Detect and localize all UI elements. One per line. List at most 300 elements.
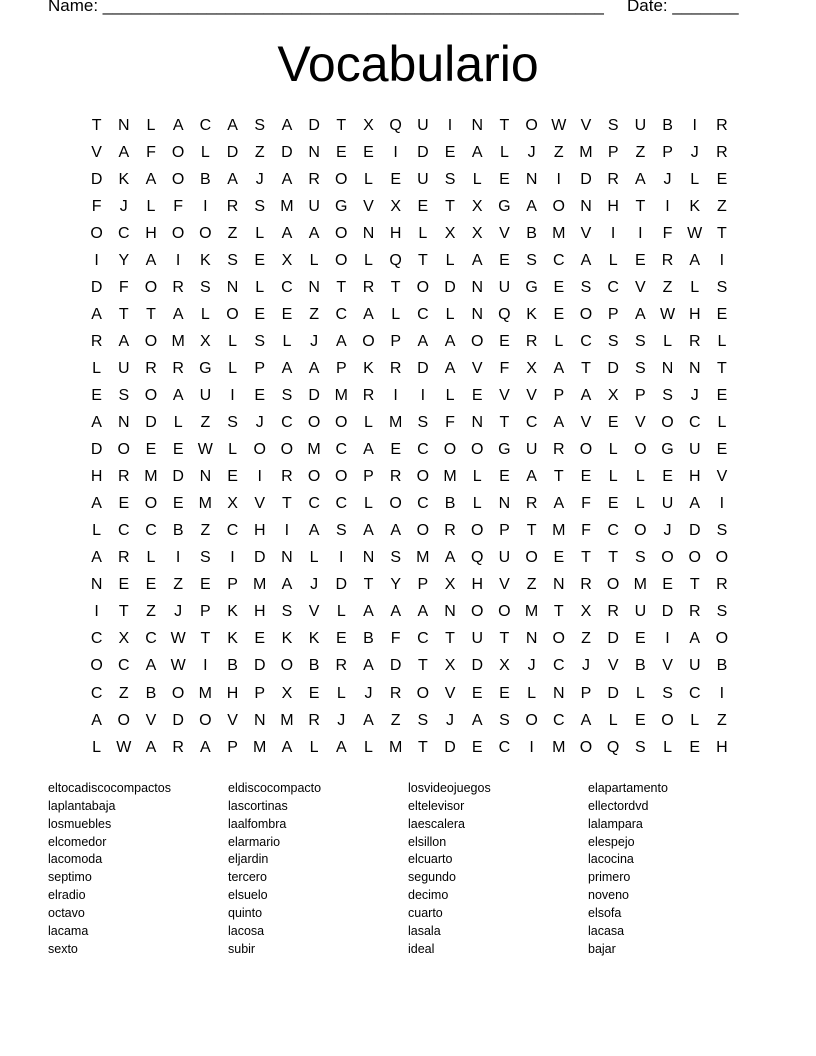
word-list-item: elespejo [588,834,635,849]
grid-letter: S [635,549,646,567]
grid-letter: O [525,711,538,729]
grid-letter: O [226,305,239,323]
grid-letter: L [173,414,183,432]
grid-letter: R [716,143,728,161]
grid-letter: S [390,549,401,567]
grid-letter: J [663,170,672,188]
grid-letter: U [498,278,511,296]
grid-letter: N [553,684,565,702]
grid-letter: X [607,386,619,404]
grid-letter: T [417,738,428,756]
grid-letter: O [280,441,294,459]
grid-letter: L [554,332,564,350]
grid-letter: O [171,684,185,702]
grid-letter: X [526,359,537,377]
grid-letter: O [443,441,457,459]
grid-letter: U [634,116,647,134]
grid-letter: O [199,711,212,729]
word-list-item: elarmario [228,834,281,849]
grid-letter: M [280,197,294,215]
grid-letter: G [199,359,212,377]
grid-letter: A [444,359,456,377]
grid-letter: B [635,657,646,675]
grid-letter: P [553,386,565,404]
grid-letter: C [145,630,157,648]
grid-letter: A [471,711,483,729]
grid-letter: T [146,305,156,323]
grid-letter: A [91,305,102,323]
grid-letter: C [607,522,619,540]
grid-letter: T [581,549,591,567]
grid-letter: O [335,414,348,432]
grid-letter: K [200,251,211,269]
word-list [48,780,768,958]
grid-letter: C [553,251,565,269]
grid-letter: R [716,576,728,594]
grid-letter: L [635,495,645,513]
grid-letter: P [227,576,238,594]
grid-letter: G [335,197,348,215]
grid-letter: C [607,278,619,296]
grid-letter: M [171,332,185,350]
word-list-item: lalampara [588,816,643,831]
word-list-item: segundo [408,870,456,885]
grid-letter: N [525,170,538,188]
grid-letter: V [444,684,456,702]
grid-letter: D [226,143,239,161]
grid-letter: L [364,738,373,756]
word-list-item: losmuebles [48,816,112,831]
grid-letter: L [309,251,319,269]
grid-letter: O [634,441,647,459]
grid-letter: E [553,305,565,323]
grid-letter: H [389,224,402,242]
grid-letter: L [527,684,537,702]
grid-letter: M [443,468,457,486]
grid-letter: X [363,116,374,134]
grid-letter: R [607,603,619,621]
grid-letter: L [608,441,618,459]
grid-letter: J [446,711,455,729]
grid-letter: M [524,603,539,621]
word-list-item: elradio [48,888,86,903]
grid-letter: J [690,143,699,161]
grid-letter: E [145,576,157,594]
word-list-item: septimo [48,870,92,885]
grid-letter: P [417,576,429,594]
word-search-grid [83,112,736,761]
grid-letter: I [393,386,398,404]
grid-letter: L [200,305,210,323]
grid-letter: M [253,738,267,756]
grid-letter: O [416,278,430,296]
grid-letter: B [444,495,456,513]
grid-letter: J [364,684,373,702]
grid-letter: F [173,197,184,215]
grid-letter: A [91,414,102,432]
grid-letter: O [552,197,565,215]
grid-letter: E [417,197,429,215]
grid-letter: P [662,143,673,161]
grid-letter: F [499,359,510,377]
grid-letter: B [200,170,211,188]
grid-letter: O [171,170,185,188]
grid-letter: A [118,143,130,161]
grid-letter: S [716,522,728,540]
grid-letter: T [635,197,646,215]
grid-letter: O [90,657,103,675]
grid-letter: R [580,576,592,594]
grid-letter: Q [606,738,620,756]
grid-letter: A [308,522,320,540]
grid-letter: N [118,414,130,432]
grid-letter: X [200,332,211,350]
grid-letter: C [226,522,239,540]
grid-letter: R [553,441,565,459]
grid-letter: V [607,657,619,675]
grid-letter: V [580,414,592,432]
grid-letter: Z [146,603,156,621]
grid-letter: Z [553,143,564,161]
grid-letter: A [526,197,537,215]
grid-letter: P [200,603,211,621]
grid-letter: E [390,441,401,459]
grid-letter: V [635,278,646,296]
grid-letter: E [390,170,401,188]
grid-letter: Z [635,143,646,161]
grid-letter: N [362,224,375,242]
grid-letter: Z [173,576,184,594]
word-list-item: eljardin [228,852,269,867]
grid-letter: T [390,278,401,296]
grid-letter: N [118,116,130,134]
grid-letter: C [553,657,565,675]
grid-letter: O [117,441,130,459]
grid-letter: R [118,468,130,486]
grid-letter: O [416,522,430,540]
grid-letter: Z [662,278,673,296]
grid-letter: T [445,197,455,215]
grid-letter: K [308,630,320,648]
grid-letter: S [635,359,646,377]
grid-letter: C [417,495,429,513]
grid-letter: T [526,522,537,540]
grid-letter: C [498,738,511,756]
grid-letter: U [471,630,483,648]
grid-letter: E [172,495,184,513]
grid-letter: E [635,630,646,648]
grid-letter: M [552,738,566,756]
grid-letter: Q [498,305,511,323]
grid-letter: N [199,468,212,486]
word-list-item: octavo [48,905,85,920]
grid-letter: W [687,224,703,242]
grid-letter: D [471,657,483,675]
grid-letter: L [445,305,455,323]
grid-letter: M [416,549,430,567]
grid-letter: M [307,441,321,459]
word-list-item: elcomedor [48,834,107,849]
grid-letter: L [690,711,700,729]
grid-letter: O [470,522,484,540]
grid-letter: C [90,684,103,702]
grid-letter: O [280,657,294,675]
grid-letter: Y [390,576,401,594]
grid-letter: T [689,576,700,594]
grid-letter: E [499,684,510,702]
grid-letter: I [665,630,670,648]
page-title: Vocabulario [277,36,539,92]
grid-letter: T [118,305,129,323]
grid-letter: P [607,143,619,161]
grid-letter: U [661,495,674,513]
word-list-item: lasala [408,923,441,938]
grid-letter: V [363,197,374,215]
grid-letter: A [363,305,374,323]
grid-letter: P [227,738,238,756]
grid-letter: V [499,576,510,594]
grid-letter: L [364,414,373,432]
grid-letter: S [580,278,592,296]
grid-letter: C [417,630,429,648]
grid-letter: G [498,197,511,215]
grid-letter: J [255,170,264,188]
grid-letter: O [661,414,674,432]
grid-letter: A [580,386,592,404]
grid-letter: O [253,441,266,459]
grid-letter: R [362,386,375,404]
grid-letter: R [661,251,674,269]
grid-letter: U [688,441,701,459]
word-list-item: laescalera [408,816,465,831]
grid-letter: A [689,251,701,269]
grid-letter: T [499,414,510,432]
grid-letter: A [281,359,293,377]
word-list-item: lacomoda [48,852,103,867]
grid-letter: E [689,738,701,756]
grid-letter: P [580,684,592,702]
grid-letter: L [717,332,727,350]
grid-letter: S [200,549,211,567]
grid-letter: L [255,224,265,242]
grid-letter: I [665,197,670,215]
grid-letter: O [335,224,348,242]
grid-letter: Y [118,251,130,269]
grid-letter: A [118,332,130,350]
grid-letter: D [172,711,184,729]
grid-letter: W [170,630,186,648]
grid-letter: T [282,495,292,513]
grid-letter: L [364,170,373,188]
grid-letter: T [445,630,455,648]
grid-letter: D [661,603,674,621]
grid-letter: R [362,278,375,296]
grid-letter: U [417,170,429,188]
grid-letter: N [471,116,483,134]
grid-letter: O [552,630,565,648]
grid-letter: L [717,414,727,432]
grid-letter: C [335,495,348,513]
grid-letter: V [227,711,238,729]
grid-letter: A [390,522,401,540]
grid-letter: N [90,576,103,594]
grid-letter: V [526,386,537,404]
grid-letter: X [580,603,592,621]
grid-letter: A [553,495,565,513]
grid-letter: L [499,143,509,161]
grid-letter: A [308,224,320,242]
grid-letter: L [690,170,700,188]
grid-letter: I [719,251,725,269]
grid-letter: N [253,711,266,729]
grid-letter: M [579,143,593,161]
grid-letter: J [255,414,264,432]
grid-letter: S [662,684,673,702]
grid-letter: O [199,224,212,242]
grid-letter: O [171,224,185,242]
grid-letter: E [145,441,157,459]
grid-letter: T [118,603,129,621]
grid-letter: J [310,576,319,594]
grid-letter: H [90,468,103,486]
grid-letter: R [688,332,701,350]
grid-letter: M [253,576,267,594]
word-list-item: subir [228,941,256,956]
grid-letter: I [230,386,235,404]
grid-letter: L [228,359,237,377]
grid-letter: N [580,197,592,215]
grid-letter: E [499,251,510,269]
grid-letter: O [90,224,103,242]
grid-letter: C [308,495,320,513]
grid-letter: B [227,657,238,675]
word-list-item: eltocadiscocompactos [48,781,171,795]
word-list-item: sexto [48,941,78,956]
grid-letter: R [172,738,184,756]
grid-letter: M [388,414,403,432]
grid-letter: H [688,305,701,323]
grid-letter: D [90,278,103,296]
grid-letter: N [688,359,701,377]
grid-letter: R [389,684,402,702]
grid-letter: A [145,657,157,675]
grid-letter: J [527,143,536,161]
grid-letter: R [90,332,103,350]
grid-letter: T [499,630,510,648]
grid-letter: N [498,495,511,513]
grid-letter: V [635,414,646,432]
date-field-label: Date: _______ [627,0,739,15]
grid-letter: E [662,468,673,486]
grid-letter: D [417,359,429,377]
grid-letter: S [716,278,728,296]
grid-letter: A [172,116,184,134]
grid-letter: Z [254,143,265,161]
grid-letter: T [363,576,374,594]
grid-letter: V [580,116,592,134]
grid-letter: K [689,197,701,215]
grid-letter: A [172,305,184,323]
grid-letter: L [635,684,645,702]
grid-letter: A [553,359,565,377]
grid-letter: H [145,224,157,242]
grid-letter: I [420,386,426,404]
grid-letter: R [389,359,402,377]
grid-letter: A [200,738,211,756]
word-list-item: eldiscocompacto [228,781,322,795]
grid-letter: V [499,224,510,242]
grid-letter: E [471,738,483,756]
grid-letter: O [144,332,158,350]
word-list-item: noveno [588,888,630,903]
grid-letter: Q [470,549,484,567]
grid-letter: E [444,143,456,161]
grid-letter: L [228,441,237,459]
grid-letter: K [227,630,238,648]
grid-letter: I [203,197,208,215]
grid-letter: S [254,197,266,215]
grid-letter: Z [118,684,129,702]
grid-letter: U [308,197,320,215]
grid-letter: V [254,495,266,513]
grid-letter: N [226,278,239,296]
word-list-item: laplantabaja [48,798,116,813]
grid-letter: J [663,522,672,540]
grid-letter: C [553,711,565,729]
grid-letter: X [471,224,483,242]
word-list-item: cuarto [408,905,443,920]
grid-letter: U [634,603,647,621]
grid-letter: D [335,576,348,594]
grid-letter: R [172,278,184,296]
grid-letter: B [662,116,673,134]
grid-letter: D [607,684,619,702]
grid-letter: N [471,414,483,432]
word-list-item: lacasa [588,923,625,938]
grid-letter: W [197,441,213,459]
grid-letter: O [307,468,321,486]
grid-letter: K [281,630,293,648]
grid-letter: E [172,441,184,459]
grid-letter: O [715,549,729,567]
grid-letter: S [662,386,673,404]
grid-letter: E [118,576,130,594]
grid-letter: D [308,386,320,404]
grid-letter: R [525,332,538,350]
grid-letter: E [335,143,347,161]
grid-letter: A [635,170,646,188]
word-list-item: elsuelo [228,888,268,903]
grid-letter: D [444,278,456,296]
grid-letter: O [525,549,538,567]
grid-letter: L [92,522,102,540]
grid-letter: P [499,522,510,540]
grid-letter: R [607,170,619,188]
grid-letter: A [281,224,293,242]
grid-letter: V [716,468,728,486]
grid-letter: O [117,711,130,729]
grid-letter: O [470,332,484,350]
grid-letter: D [90,170,103,188]
grid-letter: L [690,278,700,296]
grid-letter: O [606,576,620,594]
grid-letter: L [146,197,156,215]
grid-letter: V [145,711,157,729]
grid-letter: L [608,251,618,269]
grid-letter: J [337,711,346,729]
grid-letter: A [526,468,537,486]
grid-letter: O [579,738,593,756]
